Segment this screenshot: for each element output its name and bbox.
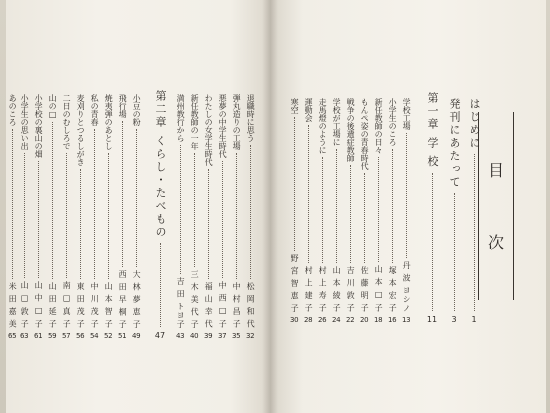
page-number: 11 bbox=[426, 315, 438, 324]
leader-dots bbox=[136, 129, 137, 267]
page-number: 35 bbox=[232, 332, 241, 340]
page-number: 51 bbox=[118, 332, 127, 340]
leader-dots bbox=[208, 169, 209, 279]
entry-title: 学校が工場に bbox=[332, 98, 342, 146]
leader-dots bbox=[350, 165, 351, 263]
toc-entry[interactable] bbox=[48, 94, 56, 340]
leader-dots bbox=[52, 122, 53, 279]
toc-entry[interactable] bbox=[190, 94, 198, 340]
page-number: 43 bbox=[176, 332, 185, 340]
page-number: 20 bbox=[360, 316, 369, 324]
toc-entry[interactable] bbox=[176, 94, 184, 340]
page-number: 63 bbox=[20, 332, 29, 340]
toc-entry[interactable] bbox=[318, 98, 326, 324]
entry-author: 吉 川 敦 子 bbox=[346, 266, 356, 313]
toc-entry[interactable] bbox=[8, 94, 16, 340]
entry-author: 村 上 寿 子 bbox=[318, 266, 328, 313]
page-number: 54 bbox=[90, 332, 99, 340]
toc-entry[interactable] bbox=[388, 98, 396, 324]
book-gutter bbox=[262, 0, 278, 413]
leader-dots bbox=[122, 121, 123, 267]
page-number: 40 bbox=[190, 332, 199, 340]
leader-dots bbox=[194, 153, 195, 267]
entry-title: あのころ bbox=[8, 94, 18, 126]
entry-title: 弾丸造りの工場 bbox=[232, 94, 242, 150]
page-number: 16 bbox=[388, 316, 397, 324]
entry-title: 私の青春 bbox=[90, 94, 100, 126]
entry-author: 福 山 幸 代 bbox=[204, 282, 214, 329]
toc-entry[interactable] bbox=[402, 98, 410, 324]
entry-author: 西 田 早 桐 子 bbox=[118, 269, 128, 329]
page-number: 13 bbox=[402, 316, 411, 324]
entry-author: 塚 本 宏 子 bbox=[388, 266, 398, 313]
entry-author: 三 木 美 代 子 bbox=[190, 269, 200, 329]
page-number: 28 bbox=[304, 316, 313, 324]
page-number: 3 bbox=[451, 315, 457, 324]
entry-title: 飛行場 bbox=[118, 94, 128, 118]
leader-dots bbox=[160, 243, 161, 327]
entry-author: 山 本 智 子 bbox=[104, 282, 114, 329]
leader-dots bbox=[294, 117, 295, 251]
page-number: 39 bbox=[204, 332, 213, 340]
toc-entry[interactable] bbox=[76, 94, 84, 340]
entry-title: 二日のむしろで bbox=[62, 94, 72, 150]
entry-author: 山 本 綾 子 bbox=[332, 266, 342, 313]
leader-dots bbox=[222, 161, 223, 278]
chapter-title: 学 校 bbox=[426, 137, 439, 169]
page-number: 57 bbox=[62, 332, 71, 340]
toc-entry[interactable] bbox=[218, 94, 226, 340]
page-number: 47 bbox=[154, 331, 166, 340]
entry-title: 走馬燈のように bbox=[318, 98, 328, 154]
toc-entry[interactable] bbox=[374, 98, 382, 324]
toc-entry[interactable] bbox=[34, 94, 42, 340]
entry-author: 丹 波 ヨシノ bbox=[402, 260, 412, 313]
toc-entry[interactable] bbox=[290, 98, 298, 324]
page-number: 1 bbox=[471, 315, 477, 324]
leader-dots bbox=[322, 157, 323, 263]
toc-entry[interactable] bbox=[304, 98, 312, 324]
entry-title: 山の□ bbox=[48, 94, 58, 119]
toc-entry[interactable] bbox=[332, 98, 340, 324]
entry-author: 山 本 □ 子 bbox=[374, 265, 384, 313]
entry-author: 村 上 建 子 bbox=[304, 266, 314, 313]
entry-title: 運動会 bbox=[304, 98, 314, 122]
entry-title: 新任教師の日々 bbox=[374, 98, 384, 154]
entry-author: 吉 田 トヨ子 bbox=[176, 276, 186, 329]
toc-entry[interactable] bbox=[62, 94, 70, 340]
entry-title: 悪夢の中学生時代 bbox=[218, 94, 228, 158]
leader-dots bbox=[12, 129, 13, 279]
leader-dots bbox=[392, 149, 393, 263]
leader-dots bbox=[474, 154, 475, 311]
page-number: 59 bbox=[48, 332, 57, 340]
page-number: 24 bbox=[332, 316, 341, 324]
leader-dots bbox=[432, 173, 433, 312]
toc-entry[interactable] bbox=[90, 94, 98, 340]
toc-entry[interactable] bbox=[232, 94, 240, 340]
chapter-1-heading[interactable] bbox=[424, 92, 440, 324]
leader-dots bbox=[378, 157, 379, 262]
entry-title: 小学生の思い出 bbox=[20, 94, 30, 150]
entry-author: 山 中 □ 子 bbox=[34, 281, 44, 329]
entry-title: 寒空 bbox=[290, 98, 300, 114]
entry-title: 麦刈りとつるしがき bbox=[76, 94, 86, 166]
toc-entry[interactable] bbox=[360, 98, 368, 324]
toc-entry[interactable] bbox=[104, 94, 112, 340]
leader-dots bbox=[38, 161, 39, 278]
page-number: 37 bbox=[218, 332, 227, 340]
leader-dots bbox=[24, 153, 25, 278]
entry-title: 小豆の粉 bbox=[132, 94, 142, 126]
leader-dots bbox=[308, 125, 309, 263]
entry-author: 山 田 延 子 bbox=[48, 282, 58, 329]
chapter-title: くらし・たべもの bbox=[154, 135, 167, 239]
title-rule-right bbox=[513, 112, 514, 300]
contents-title-box bbox=[478, 112, 514, 300]
front-matter-label: 発刊にあたって bbox=[448, 98, 461, 189]
entry-author: 松 岡 和 代 bbox=[246, 282, 256, 329]
page-number: 65 bbox=[8, 332, 17, 340]
page-number: 18 bbox=[374, 316, 383, 324]
entry-title: 満州教行から bbox=[176, 94, 186, 142]
page-number: 32 bbox=[246, 332, 255, 340]
entry-title: 小学校の裏山の畑 bbox=[34, 94, 44, 158]
entry-title: わたしの女学生時代 bbox=[204, 94, 214, 166]
leader-dots bbox=[80, 169, 81, 279]
leader-dots bbox=[364, 173, 365, 263]
leader-dots bbox=[66, 153, 67, 278]
page-number: 56 bbox=[76, 332, 85, 340]
chapter-2-heading[interactable] bbox=[152, 90, 168, 340]
leader-dots bbox=[250, 145, 251, 279]
entry-author: 米 田 嘉 美 bbox=[8, 282, 18, 329]
toc-entry[interactable] bbox=[118, 94, 126, 340]
entry-author: 中 西 □ 子 bbox=[218, 281, 228, 329]
front-matter-item-hajimeni[interactable] bbox=[466, 98, 482, 324]
leader-dots bbox=[94, 129, 95, 279]
entry-author: 野 宮 智 恵 子 bbox=[290, 253, 300, 313]
entry-author: 中 村 昌 子 bbox=[232, 282, 242, 329]
page-number: 22 bbox=[346, 316, 355, 324]
entry-title: 退職時に思う bbox=[246, 94, 256, 142]
front-matter-item-hakkan[interactable] bbox=[446, 98, 462, 324]
leader-dots bbox=[108, 153, 109, 279]
chapter-label: 第一章 bbox=[426, 92, 439, 131]
chapter-label: 第二章 bbox=[154, 90, 167, 129]
entry-author: 東 田 茂 子 bbox=[76, 282, 86, 329]
toc-entry[interactable] bbox=[246, 94, 254, 340]
toc-entry[interactable] bbox=[346, 98, 354, 324]
entry-title: もんぺ姿の青春時代 bbox=[360, 98, 370, 170]
entry-author: 中 川 茂 子 bbox=[90, 282, 100, 329]
title-char-2: 次 bbox=[487, 233, 504, 252]
entry-title: 焼夷弾のあとし bbox=[104, 94, 114, 150]
leader-dots bbox=[336, 149, 337, 263]
page-number: 30 bbox=[290, 316, 299, 324]
leader-dots bbox=[406, 133, 407, 258]
entry-title: 新任教師の一年 bbox=[190, 94, 200, 150]
entry-author: 山 □ 敦 子 bbox=[20, 281, 30, 329]
entry-title: 小学生のころ bbox=[388, 98, 398, 146]
entry-author: 佐 藤 明 子 bbox=[360, 266, 370, 313]
leader-dots bbox=[236, 153, 237, 279]
page-number: 52 bbox=[104, 332, 113, 340]
page-number: 61 bbox=[34, 332, 43, 340]
leader-dots bbox=[454, 193, 455, 311]
toc-entry[interactable] bbox=[132, 94, 140, 340]
entry-title: 戦争の後遺症教師 bbox=[346, 98, 356, 162]
page-number: 49 bbox=[132, 332, 141, 340]
page-number: 26 bbox=[318, 316, 327, 324]
entry-author: 大 林 夢 恵 子 bbox=[132, 269, 142, 329]
toc-entry[interactable] bbox=[204, 94, 212, 340]
leader-dots bbox=[180, 145, 181, 274]
front-matter-label: はじめに bbox=[468, 98, 481, 150]
toc-entry[interactable] bbox=[20, 94, 28, 340]
entry-title: 学校工場 bbox=[402, 98, 412, 130]
title-char-1: 目 bbox=[487, 161, 504, 180]
entry-author: 南 □ 真 子 bbox=[62, 281, 72, 329]
